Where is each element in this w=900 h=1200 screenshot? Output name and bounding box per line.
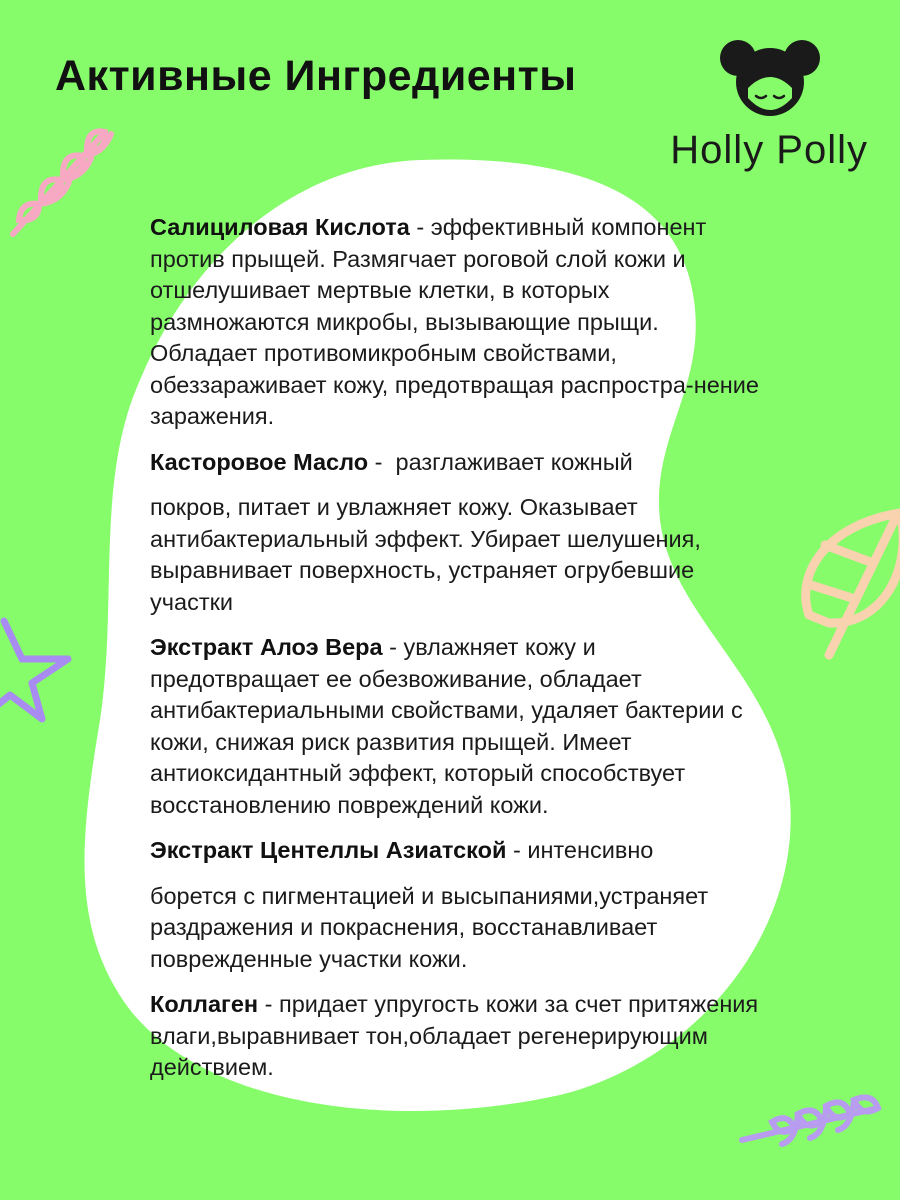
ingredient-description: борется с пигментацией и высыпаниями,устраняет раздражения и покраснения, восстанавливает поврежденные участки кожи. [150, 882, 709, 972]
ingredient-item [150, 447, 770, 619]
ingredients-list [150, 212, 770, 1098]
ingredient-description: притяжения влаги,выравнивает тон,обладает регенерирующим действием. [150, 991, 759, 1080]
ingredient-item [150, 835, 770, 975]
ingredient-separator: - [409, 214, 431, 240]
ingredient-item [150, 989, 770, 1084]
ingredient-name: Экстракт Алоэ Вера [150, 634, 383, 660]
peach-leaf-icon [795, 505, 900, 665]
ingredient-separator: - [368, 448, 396, 475]
ingredient-separator: - [506, 837, 528, 863]
girl-face-icon [716, 38, 826, 123]
ingredient-name: Касторовое Масло [150, 448, 369, 475]
pink-wheat-icon [5, 112, 125, 242]
ingredient-name: Коллаген [150, 991, 259, 1017]
paragraph-gap [150, 478, 770, 492]
ingredient-lead: разглаживает кожный [395, 448, 633, 475]
ingredient-description: покров, питает и увлажняет кожу. Оказывает антибактериальный эффект. Убирает шелушения, выравнивает поверхность, устраняет огрубевшие участки [150, 494, 701, 615]
ingredient-separator: - [382, 634, 404, 660]
ingredient-separator: - [258, 991, 279, 1017]
ingredient-name: Экстракт Центеллы Азиатской [150, 837, 507, 863]
ingredient-lead: увлажняет кожу и [403, 634, 596, 660]
ingredient-item [150, 632, 770, 821]
ingredient-description: предотвращает ее обезвоживание, обладает антибактериальными свойствами, удаляет бактерии с кожи, снижая риск развития прыщей. Имеет антиоксидантный эффект, который способствует восстановлению повреждений кожи. [150, 665, 743, 818]
ingredient-description: компонент против прыщей. Размягчает роговой слой кожи и отшелушивает мертвые клетки, в которых размножаются микробы, вызывающие прыщи. Обладает противомикробным свойствами, обеззараживает кожу, предотвращая распростра-нение заражения. [150, 214, 759, 429]
purple-star-icon [0, 615, 80, 725]
ingredient-lead: интенсивно [527, 837, 654, 863]
ingredient-item [150, 212, 770, 433]
ingredient-lead: эффективный [430, 214, 585, 240]
ingredient-name: Салициловая Кислота [150, 214, 410, 240]
brand-name: Holly Polly [670, 128, 868, 172]
paragraph-gap [150, 867, 770, 881]
ingredient-lead: придает упругость кожи за счет [278, 991, 622, 1017]
page-title: Активные Ингредиенты [55, 52, 577, 100]
